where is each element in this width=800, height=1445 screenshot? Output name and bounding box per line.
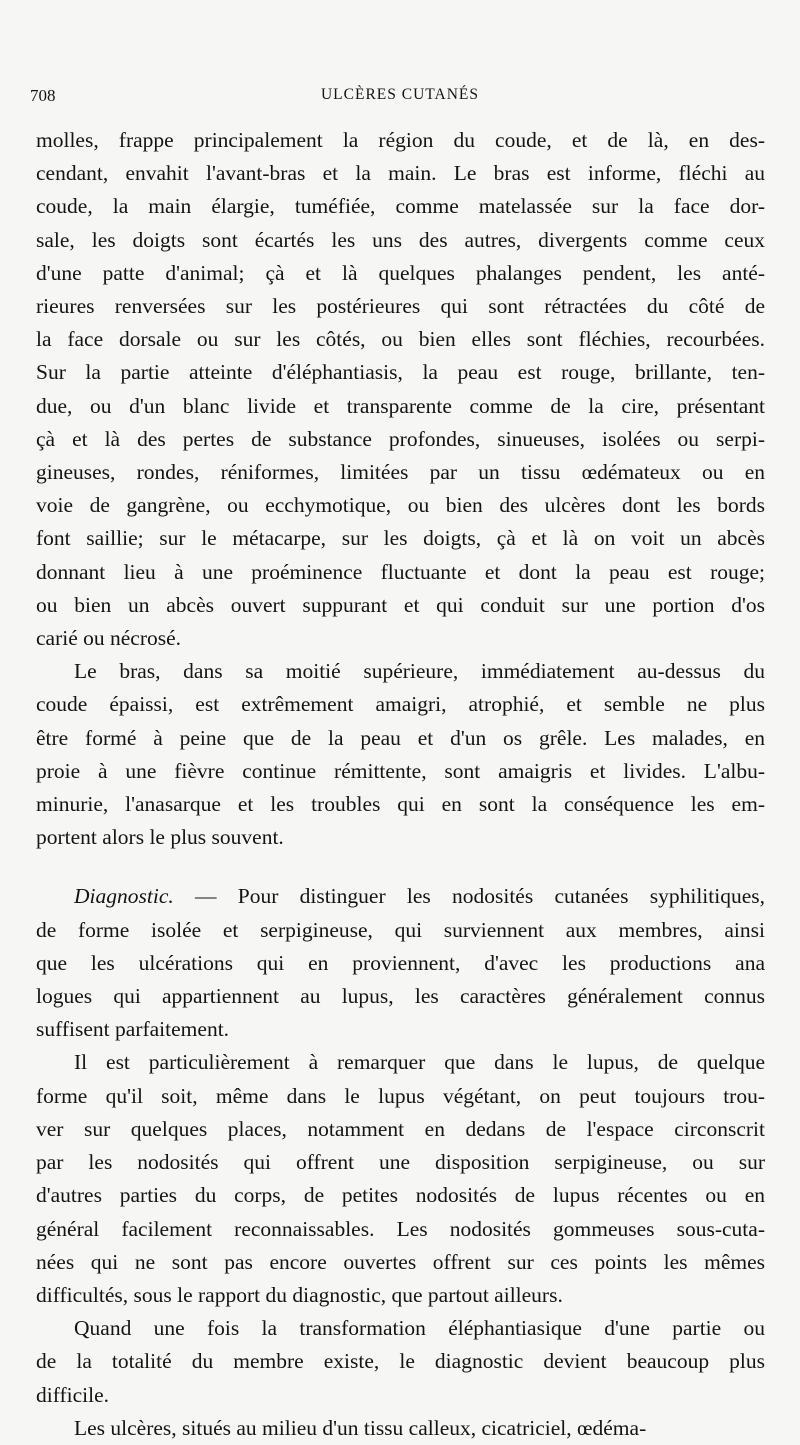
paragraph [36,1046,765,1312]
text-line: de forme isolée et serpigineuse, qui surviennent aux membres, ainsi [36,917,765,942]
text-line: ver sur quelques places, notamment en dedans de l'espace circonscrit [36,1116,765,1141]
running-title: ULCÈRES CUTANÉS [320,86,479,103]
text-line: Sur la partie atteinte d'éléphantiasis, la peau est rouge, brillante, ten- [36,360,765,385]
text-line: forme qu'il soit, même dans le lupus végétant, on peut toujours trou- [36,1083,765,1108]
text-line: être formé à peine que de la peau et d'un os grêle. Les malades, en [36,725,765,750]
text-line: minurie, l'anasarque et les troubles qui en sont la conséquence les em- [36,792,765,817]
text-line: nées qui ne sont pas encore ouvertes offrent sur ces points les mêmes [36,1249,765,1274]
text-line: général facilement reconnaissables. Les nodosités gommeuses sous-cuta- [36,1216,765,1241]
paragraph-gap [36,854,765,880]
text-line: proie à une fièvre continue rémittente, sont amaigris et livides. L'albu- [36,758,765,783]
text-line: d'autres parties du corps, de petites nodosités de lupus récentes ou en [36,1183,765,1208]
text-line: carié ou nécrosé. [36,626,182,651]
text-fragment: — Pour distinguer les nodosités cutanées syphilitiques, [173,884,765,909]
text-line: due, ou d'un blanc livide et transparente comme de la cire, présentant [36,393,765,418]
text-line: voie de gangrène, ou ecchymotique, ou bien des ulcères dont les bords [36,493,765,518]
text-line: çà et là des pertes de substance profondes, sinueuses, isolées ou serpi- [36,426,765,451]
text-line: Le bras, dans sa moitié supérieure, immédiatement au-dessus du [74,659,765,684]
text-line: portent alors le plus souvent. [36,825,284,850]
paragraph [36,124,765,655]
paragraph [36,1412,765,1445]
paragraph [36,655,765,854]
text-line: Il est particulièrement à remarquer que dans le lupus, de quelque [74,1050,765,1075]
text-line: la face dorsale ou sur les côtés, ou bien elles sont fléchies, recourbées. [36,327,765,352]
text-line: cendant, envahit l'avant-bras et la main. Le bras est informe, fléchi au [36,161,765,186]
section-heading: Diagnostic. [74,884,174,909]
text-line: rieures renversées sur les postérieures qui sont rétractées du côté de [36,294,765,319]
text-line: difficultés, sous le rapport du diagnostic, que partout ailleurs. [36,1282,563,1307]
text-line: logues qui appartiennent au lupus, les caractères généralement connus [36,984,765,1009]
text-line: coude, la main élargie, tuméfiée, comme matelassée sur la face dor- [36,194,765,219]
text-line [36,880,765,913]
text-line: Quand une fois la transformation éléphantiasique d'une partie ou [74,1316,765,1341]
text-line: coude épaissi, est extrêmement amaigri, atrophié, et semble ne plus [36,692,765,717]
text-line: donnant lieu à une proéminence fluctuante et dont la peau est rouge; [36,559,765,584]
text-line: suffisent parfaitement. [36,1017,230,1042]
page-number: 708 [30,86,56,105]
text-line: que les ulcérations qui en proviennent, d'avec les productions ana [36,950,765,975]
paragraph [36,1312,765,1412]
text-line: difficile. [36,1382,110,1407]
body-text [36,124,765,1445]
text-line: font saillie; sur le métacarpe, sur les doigts, çà et là on voit un abcès [36,526,765,551]
text-line: sale, les doigts sont écartés les uns des autres, divergents comme ceux [36,227,765,252]
text-line: gineuses, rondes, réniformes, limitées par un tissu œdémateux ou en [36,460,765,485]
paragraph [36,880,765,1046]
page-header [30,86,770,114]
text-line: par les nodosités qui offrent une disposition serpigineuse, ou sur [36,1150,765,1175]
text-line: ou bien un abcès ouvert suppurant et qui conduit sur une portion d'os [36,592,765,617]
text-line: d'une patte d'animal; çà et là quelques phalanges pendent, les anté- [36,260,765,285]
text-line: de la totalité du membre existe, le diagnostic devient beaucoup plus [36,1349,765,1374]
text-line: molles, frappe principalement la région du coude, et de là, en des- [36,128,765,152]
text-line: Les ulcères, situés au milieu d'un tissu calleux, cicatriciel, œdéma- [74,1415,647,1440]
